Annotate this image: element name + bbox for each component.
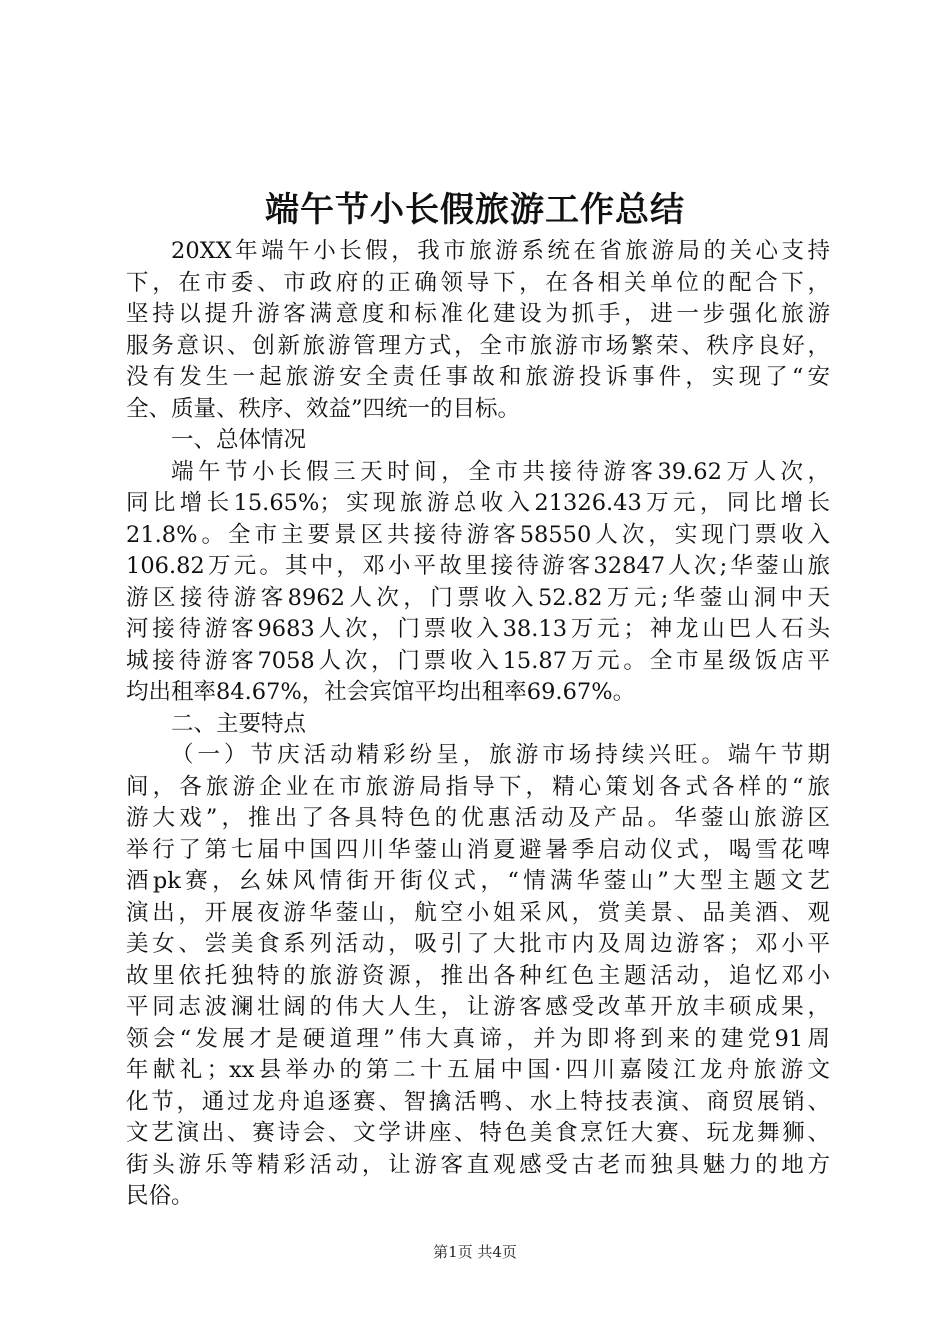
section-heading-features: 二、主要特点: [171, 710, 307, 737]
body-line: 服务意识、创新旅游管理方式，全市旅游市场繁荣、秩序良好，: [126, 332, 830, 359]
page-footer: 第1页 共4页: [433, 1243, 517, 1261]
body-line: 城接待游客7058人次，门票收入15.87万元。全市星级饭店平: [126, 647, 830, 674]
document-title: 端午节小长假旅游工作总结: [265, 190, 685, 230]
body-line: 年献礼；xx县举办的第二十五届中国·四川嘉陵江龙舟旅游文: [126, 1057, 830, 1083]
body-line: 街头游乐等精彩活动，让游客直观感受古老而独具魅力的地方: [126, 1151, 830, 1178]
body-line: 没有发生一起旅游安全责任事故和旅游投诉事件，实现了“安: [126, 364, 830, 390]
body-line: 平同志波澜壮阔的伟大人生，让游客感受改革开放丰硕成果，: [126, 994, 830, 1020]
body-line: 领会“发展才是硬道理”伟大真谛，并为即将到来的建党91周: [126, 1025, 830, 1052]
body-line: 美女、尝美食系列活动，吸引了大批市内及周边游客；邓小平: [126, 931, 830, 957]
body-line: 20XX年端午小长假，我市旅游系统在省旅游局的关心支持: [171, 238, 830, 264]
body-line: 游大戏”，推出了各具特色的优惠活动及产品。华蓥山旅游区: [126, 805, 830, 831]
body-line: 106.82万元。其中，邓小平故里接待游客32847人次;华蓥山旅: [126, 553, 830, 579]
body-line: 端午节小长假三天时间，全市共接待游客39.62万人次，: [171, 458, 830, 485]
body-line: 文艺演出、赛诗会、文学讲座、特色美食烹饪大赛、玩龙舞狮、: [126, 1120, 830, 1146]
body-line: 演出，开展夜游华蓥山，航空小姐采风，赏美景、品美酒、观: [126, 899, 830, 926]
body-line: 民俗。: [126, 1183, 194, 1209]
document-body: [126, 236, 830, 1213]
body-line: 同比增长15.65%；实现旅游总收入21326.43万元，同比增长: [126, 490, 830, 516]
body-line: 21.8%。全市主要景区共接待游客58550人次，实现门票收入: [126, 521, 830, 548]
body-line: 举行了第七届中国四川华蓥山消夏避暑季启动仪式，喝雪花啤: [126, 836, 830, 863]
body-line: 河接待游客9683人次，门票收入38.13万元；神龙山巴人石头: [126, 616, 830, 642]
body-line: 酒pk赛，幺妹风情街开街仪式，“情满华蓥山”大型主题文艺: [126, 868, 830, 894]
body-line: 间，各旅游企业在市旅游局指导下，精心策划各式各样的“旅: [126, 773, 830, 800]
body-line: 坚持以提升游客满意度和标准化建设为抓手，进一步强化旅游: [126, 301, 830, 327]
body-line: 化节，通过龙舟追逐赛、智擒活鸭、水上特技表演、商贸展销、: [126, 1088, 830, 1115]
body-line: 故里依托独特的旅游资源，推出各种红色主题活动，追忆邓小: [126, 962, 830, 989]
section-heading-overview: 一、总体情况: [171, 427, 307, 453]
body-line: 均出租率84.67%，社会宾馆平均出租率69.67%。: [126, 679, 636, 705]
body-line: 全、质量、秩序、效益”四统一的目标。: [126, 395, 521, 422]
body-line: 游区接待游客8962人次，门票收入52.82万元;华蓥山洞中天: [126, 584, 830, 611]
body-line: （一）节庆活动精彩纷呈，旅游市场持续兴旺。端午节期: [171, 742, 830, 768]
body-line: 下，在市委、市政府的正确领导下，在各相关单位的配合下，: [126, 269, 830, 296]
